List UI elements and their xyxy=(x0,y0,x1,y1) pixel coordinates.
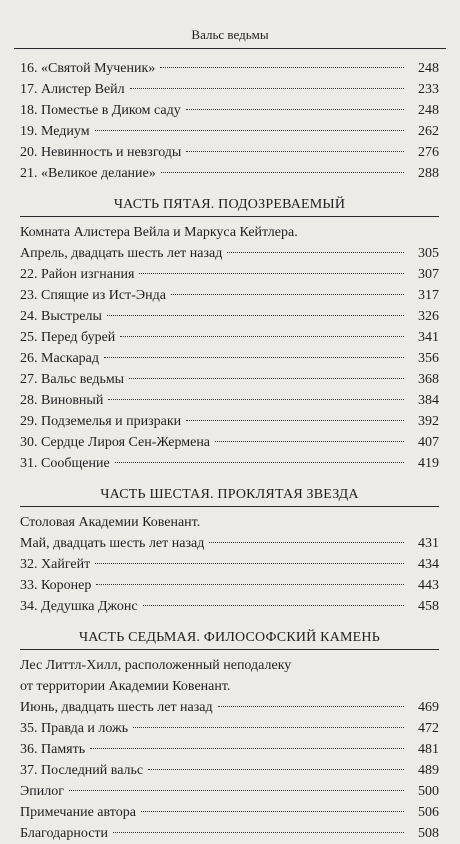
toc-entry[interactable] xyxy=(20,369,439,390)
toc-leader-dots xyxy=(227,252,404,253)
toc-entry[interactable] xyxy=(20,802,439,823)
toc-leader-dots xyxy=(148,769,404,770)
toc-leader-dots xyxy=(215,441,404,442)
toc-entry-page: 443 xyxy=(418,578,439,593)
toc-entry[interactable] xyxy=(20,142,439,163)
toc-entry-title: 35. Правда и ложь xyxy=(20,721,129,736)
toc-entry-title: 31. Сообщение xyxy=(20,456,110,471)
toc-entry-page: 384 xyxy=(418,393,439,408)
toc-entry-title: Июнь, двадцать шесть лет назад xyxy=(20,700,213,715)
toc-entry[interactable] xyxy=(20,327,439,348)
toc-entry-page: 276 xyxy=(418,145,439,160)
toc-entry-page: 326 xyxy=(418,309,439,324)
toc-entry-title: 30. Сердце Лироя Сен-Жермена xyxy=(20,435,211,450)
toc-entry-title: Примечание автора xyxy=(20,805,136,820)
toc-entry-page: 431 xyxy=(418,536,439,551)
toc-entry[interactable] xyxy=(20,432,439,453)
toc-entry-title: 37. Последний вальс xyxy=(20,763,144,778)
toc-entry-title: Апрель, двадцать шесть лет назад xyxy=(20,246,223,261)
toc-entry-title: 26. Маскарад xyxy=(20,351,100,366)
toc-entry[interactable] xyxy=(20,306,439,327)
toc-entry-title: 16. «Святой Мученик» xyxy=(20,61,156,76)
toc-leader-dots xyxy=(133,727,404,728)
toc-entry[interactable] xyxy=(20,575,439,596)
toc-part-seven xyxy=(20,627,439,844)
toc-leader-dots xyxy=(69,790,404,791)
toc-leader-dots xyxy=(143,605,404,606)
toc-part-six xyxy=(20,484,439,617)
toc-entry-page: 407 xyxy=(418,435,439,450)
toc-entry[interactable] xyxy=(20,348,439,369)
toc-entry-title: Эпилог xyxy=(20,784,64,799)
toc-leader-dots xyxy=(95,130,404,131)
toc-entry[interactable] xyxy=(20,411,439,432)
toc-entry[interactable] xyxy=(20,58,439,79)
toc-leader-dots xyxy=(141,811,404,812)
toc-leader-dots xyxy=(113,832,404,833)
toc-leader-dots xyxy=(115,462,404,463)
toc-entry-page: 481 xyxy=(418,742,439,757)
toc-entry-title: 19. Медиум xyxy=(20,124,90,139)
toc-group-continued xyxy=(20,58,439,184)
part-setting-line: Лес Литтл-Хилл, расположенный неподалеку xyxy=(20,658,292,673)
toc-leader-dots xyxy=(218,706,404,707)
toc-entry-page: 472 xyxy=(418,721,439,736)
toc-entry-page: 392 xyxy=(418,414,439,429)
toc-entry-title: 28. Виновный xyxy=(20,393,104,408)
toc-entry[interactable] xyxy=(20,285,439,306)
toc-entry-title: 18. Поместье в Диком саду xyxy=(20,103,181,118)
toc-leader-dots xyxy=(108,399,404,400)
part-heading: ЧАСТЬ ПЯТАЯ. ПОДОЗРЕВАЕМЫЙ xyxy=(20,194,439,217)
toc-leader-dots xyxy=(129,378,404,379)
toc-entry-title: 21. «Великое делание» xyxy=(20,166,156,181)
toc-entry-page: 233 xyxy=(418,82,439,97)
toc-leader-dots xyxy=(186,420,404,421)
toc-entry-page: 288 xyxy=(418,166,439,181)
toc-entry[interactable] xyxy=(20,79,439,100)
toc-entry-title: 17. Алистер Вейл xyxy=(20,82,125,97)
toc-entry-title: 25. Перед бурей xyxy=(20,330,116,345)
toc-entry-title: 36. Память xyxy=(20,742,86,757)
toc-entry[interactable] xyxy=(20,596,439,617)
part-heading: ЧАСТЬ ШЕСТАЯ. ПРОКЛЯТАЯ ЗВЕЗДА xyxy=(20,484,439,507)
toc-entry-page: 307 xyxy=(418,267,439,282)
toc-entry[interactable] xyxy=(20,554,439,575)
toc-entry-page: 248 xyxy=(418,61,439,76)
toc-leader-dots xyxy=(171,294,404,295)
toc-entry-page: 262 xyxy=(418,124,439,139)
toc-entry-page: 469 xyxy=(418,700,439,715)
toc-leader-dots xyxy=(161,172,404,173)
toc-entry-page: 419 xyxy=(418,456,439,471)
toc-leader-dots xyxy=(209,542,404,543)
part-setting: Столовая Академии Ковенант. xyxy=(20,515,201,530)
toc-entry[interactable] xyxy=(20,781,439,802)
toc-entry-page: 508 xyxy=(418,826,439,841)
toc-entry-title: 24. Выстрелы xyxy=(20,309,102,324)
toc-entry[interactable] xyxy=(20,533,439,554)
toc-entry-page: 305 xyxy=(418,246,439,261)
toc-leader-dots xyxy=(104,357,404,358)
toc-entry-page: 368 xyxy=(418,372,439,387)
toc-entry-title: 32. Хайгейт xyxy=(20,557,91,572)
toc-leader-dots xyxy=(160,67,404,68)
toc-leader-dots xyxy=(186,151,404,152)
toc-entry[interactable] xyxy=(20,100,439,121)
toc-entry[interactable] xyxy=(20,121,439,142)
toc-entry-title: 23. Спящие из Ист-Энда xyxy=(20,288,166,303)
toc-entry-page: 434 xyxy=(418,557,439,572)
toc-entry[interactable] xyxy=(20,163,439,184)
toc-part-five xyxy=(20,194,439,474)
toc-entry[interactable] xyxy=(20,264,439,285)
toc-entry[interactable] xyxy=(20,453,439,474)
toc-entry-title: 34. Дедушка Джонс xyxy=(20,599,138,614)
toc-leader-dots xyxy=(186,109,404,110)
toc-entry[interactable] xyxy=(20,739,439,760)
toc-entry-title: 33. Коронер xyxy=(20,578,92,593)
toc-entry[interactable] xyxy=(20,243,439,264)
toc-leader-dots xyxy=(120,336,404,337)
part-setting: Комната Алистера Вейла и Маркуса Кейтлера. xyxy=(20,225,298,240)
toc-leader-dots xyxy=(130,88,404,89)
toc-leader-dots xyxy=(107,315,404,316)
running-head: Вальс ведьмы xyxy=(14,27,446,49)
toc-entry[interactable] xyxy=(20,718,439,739)
toc-entry[interactable] xyxy=(20,823,439,844)
toc-entry[interactable] xyxy=(20,390,439,411)
toc-entry-title: 22. Район изгнания xyxy=(20,267,135,282)
toc-leader-dots xyxy=(139,273,404,274)
toc-leader-dots xyxy=(90,748,404,749)
toc-entry-page: 500 xyxy=(418,784,439,799)
toc-entry-page: 317 xyxy=(418,288,439,303)
toc-entry-page: 489 xyxy=(418,763,439,778)
toc-leader-dots xyxy=(96,584,404,585)
toc-entry[interactable] xyxy=(20,697,439,718)
toc-entry[interactable] xyxy=(20,760,439,781)
toc-leader-dots xyxy=(95,563,404,564)
toc-entry-title: 27. Вальс ведьмы xyxy=(20,372,125,387)
toc-entry-title: Май, двадцать шесть лет назад xyxy=(20,536,205,551)
table-of-contents xyxy=(20,58,439,844)
toc-entry-page: 356 xyxy=(418,351,439,366)
toc-entry-title: Благодарности xyxy=(20,826,109,841)
toc-entry-page: 506 xyxy=(418,805,439,820)
toc-entry-page: 248 xyxy=(418,103,439,118)
toc-entry-title: 20. Невинность и невзгоды xyxy=(20,145,182,160)
part-heading: ЧАСТЬ СЕДЬМАЯ. ФИЛОСОФСКИЙ КАМЕНЬ xyxy=(20,627,439,650)
toc-entry-title: 29. Подземелья и призраки xyxy=(20,414,182,429)
toc-entry-page: 341 xyxy=(418,330,439,345)
part-setting-line: от территории Академии Ковенант. xyxy=(20,679,231,694)
toc-entry-page: 458 xyxy=(418,599,439,614)
